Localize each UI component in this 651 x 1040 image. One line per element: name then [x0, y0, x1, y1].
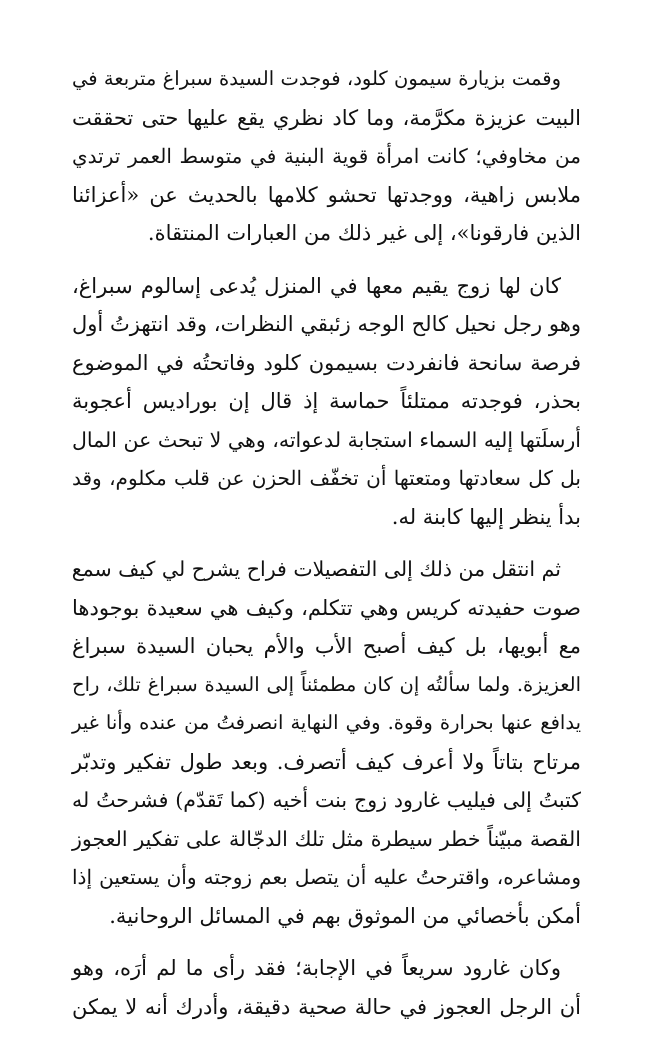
- text-line: وهو رجل نحيل كالح الوجه زئبقي النظرات، وقد انتهزتُ أول: [72, 312, 581, 336]
- text-line: من مخاوفي؛ كانت امرأة قوية البنية في متوسط العمر ترتدي: [72, 144, 581, 168]
- paragraph-2: [72, 267, 581, 537]
- text-line: العزيزة. ولما سألتُه إن كان مطمئناً إلى السيدة سبراغ تلك، راح: [72, 672, 581, 696]
- text-line: مع أبويها، بل كيف أصبح الأب والأم يحبان السيدة سبراغ: [72, 634, 581, 658]
- text-line: أمكن بأخصائي من الموثوق بهم في المسائل الروحانية.: [109, 903, 581, 928]
- text-line: صوت حفيدته كريس وهي تتكلم، وكيف هي سعيدة بوجودها: [72, 595, 581, 620]
- text-line: وقمت بزيارة سيمون كلود، فوجدت السيدة سبراغ متربعة في: [72, 67, 561, 90]
- text-line: ثم انتقل من ذلك إلى التفصيلات فراح يشرح لي كيف سمع: [71, 557, 561, 581]
- text-line: كتبتُ إلى فيليب غارود زوج بنت أخيه (كما تَقدّم) فشرحتُ له: [72, 788, 581, 812]
- text-line: فرصة سانحة فانفردت بسيمون كلود وفاتحتُه في الموضوع: [72, 350, 582, 375]
- text-line: ملابس زاهية، ووجدتها تحشو كلامها بالحديث عن «أعزائنا: [72, 182, 581, 207]
- text-line: وكان غارود سريعاً في الإجابة؛ فقد رأى ما لم أرَه، وهو: [72, 956, 561, 980]
- paragraph-3: [72, 550, 581, 935]
- text-line: ومشاعره، واقترحتُ عليه أن يتصل بعم زوجته وأن يستعين إذا: [72, 865, 581, 889]
- text-line: القصة مبيّناً خطر سيطرة مثل تلك الدجّالة على تفكير العجوز: [72, 826, 581, 851]
- text-line: بحذر، فوجدته ممتلئاً حماسة إذ قال إن بورادیس أعجوبة: [72, 389, 581, 413]
- text-line: الذين فارقونا»، إلى غير ذلك من العبارات المنتقاة.: [147, 221, 581, 245]
- text-line: بدأ ينظر إليها كابنة له.: [391, 504, 581, 529]
- text-line: أن الرجل العجوز في حالة صحية دقيقة، وأدرك أنه لا يمكن: [72, 994, 581, 1019]
- text-line: أرسلَتها إليه السماء استجابة لدعواته، وهي لا تبحث عن المال: [72, 427, 581, 452]
- text-line: يدافع عنها بحرارة وقوة. وفي النهاية انصرفتُ من عنده وأنا غير: [72, 711, 581, 734]
- book-page: [72, 60, 581, 1040]
- text-line: مرتاح بتاتاً ولا أعرف كيف أتصرف. وبعد طول تفكير وتدبّر: [72, 749, 581, 774]
- paragraph-1: [72, 60, 581, 253]
- paragraph-4: [72, 949, 581, 1026]
- text-line: بل كل سعادتها ومتعتها أن تخفّف الحزن عن قلب مكلوم، وقد: [72, 466, 581, 490]
- text-line: كان لها زوج يقيم معها في المنزل يُدعى إسالوم سبراغ،: [72, 273, 561, 298]
- text-line: البيت عزيزة مكرَّمة، وما كاد نظري يقع عليها حتى تحققت: [72, 105, 581, 130]
